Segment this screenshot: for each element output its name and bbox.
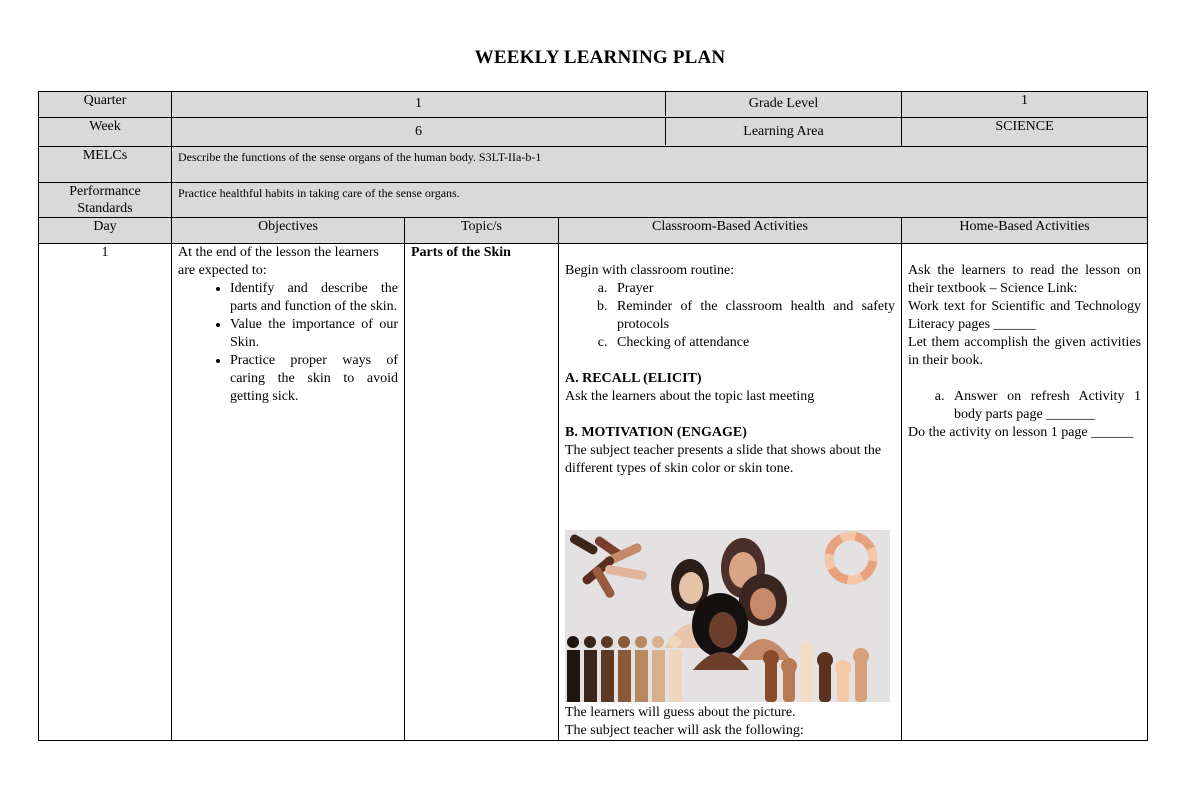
col-classroom: Classroom-Based Activities xyxy=(559,218,902,244)
objective-item: • Practice proper ways of caring the skin to avoid getting sick. xyxy=(230,352,398,406)
column-header-row xyxy=(39,218,1148,244)
motivation-title: B. MOTIVATION (ENGAGE) xyxy=(565,425,747,440)
home-list-item: a. Answer on refresh Activity 1 body parts page _______ xyxy=(948,388,1141,424)
learning-plan-table xyxy=(38,91,1148,741)
quarter-row xyxy=(39,92,1148,118)
melcs-row xyxy=(39,147,1148,183)
learning-area-label: Learning Area xyxy=(665,118,901,145)
objective-item: • Value the importance of our Skin. xyxy=(230,316,398,352)
grade-level-label: Grade Level xyxy=(665,92,901,116)
recall-text: Ask the learners about the topic last meeting xyxy=(565,389,815,404)
performance-row xyxy=(39,183,1148,218)
day-row xyxy=(39,244,1148,741)
performance-label xyxy=(39,183,172,218)
grade-level-value: 1 xyxy=(902,92,1148,118)
week-label: Week xyxy=(39,118,172,147)
motivation-text: The subject teacher presents a slide that shows about the different types of skin color or skin tone. xyxy=(565,443,882,476)
home-cell xyxy=(902,244,1148,741)
skin-tone-collage-image xyxy=(565,530,890,702)
routine-list xyxy=(565,280,895,352)
quarter-value xyxy=(172,92,902,118)
recall-title: A. RECALL (ELICIT) xyxy=(565,371,702,386)
routine-item: c. Checking of attendance xyxy=(611,334,895,352)
routine-item: a. Prayer xyxy=(611,280,895,298)
topic-cell: Parts of the Skin xyxy=(405,244,559,741)
col-home: Home-Based Activities xyxy=(902,218,1148,244)
performance-label-line1: Performance xyxy=(69,184,141,199)
routine-item: b. Reminder of the classroom health and safety protocols xyxy=(611,298,895,334)
col-objectives: Objectives xyxy=(172,218,405,244)
week-number: 6 xyxy=(415,123,422,139)
quarter-number: 1 xyxy=(415,96,422,111)
col-day: Day xyxy=(39,218,172,244)
quarter-label: Quarter xyxy=(39,92,172,118)
home-p3: Let them accomplish the given activities in their book. xyxy=(908,335,1142,368)
week-row xyxy=(39,118,1148,147)
melcs-text: Describe the functions of the sense organs of the human body. S3LT-IIa-b-1 xyxy=(172,147,1148,183)
objective-item: • Identify and describe the parts and function of the skin. xyxy=(230,280,398,316)
home-p4: Do the activity on lesson 1 page ______ xyxy=(908,425,1134,440)
after-image-text-1: The learners will guess about the picture. xyxy=(565,705,796,720)
home-p1: Ask the learners to read the lesson on their textbook – Science Link: xyxy=(908,263,1142,296)
objectives-list xyxy=(178,280,398,406)
home-list xyxy=(908,388,1141,424)
col-topics: Topic/s xyxy=(405,218,559,244)
home-p2: Work text for Scientific and Technology Literacy pages ______ xyxy=(908,299,1142,332)
classroom-cell xyxy=(559,244,902,741)
week-value-cell xyxy=(172,118,902,147)
performance-label-line2: Standards xyxy=(77,201,133,216)
melcs-label: MELCs xyxy=(39,147,172,183)
objectives-intro: At the end of the lesson the learners are expected to: xyxy=(178,245,379,278)
page-title: WEEKLY LEARNING PLAN xyxy=(474,47,726,68)
day-number: 1 xyxy=(39,244,172,741)
after-image-text-2: The subject teacher will ask the following: xyxy=(565,723,804,738)
routine-intro: Begin with classroom routine: xyxy=(565,263,735,278)
performance-text: Practice healthful habits in taking care of the sense organs. xyxy=(172,183,1148,218)
objectives-cell xyxy=(172,244,405,741)
learning-area-value: SCIENCE xyxy=(902,118,1148,147)
